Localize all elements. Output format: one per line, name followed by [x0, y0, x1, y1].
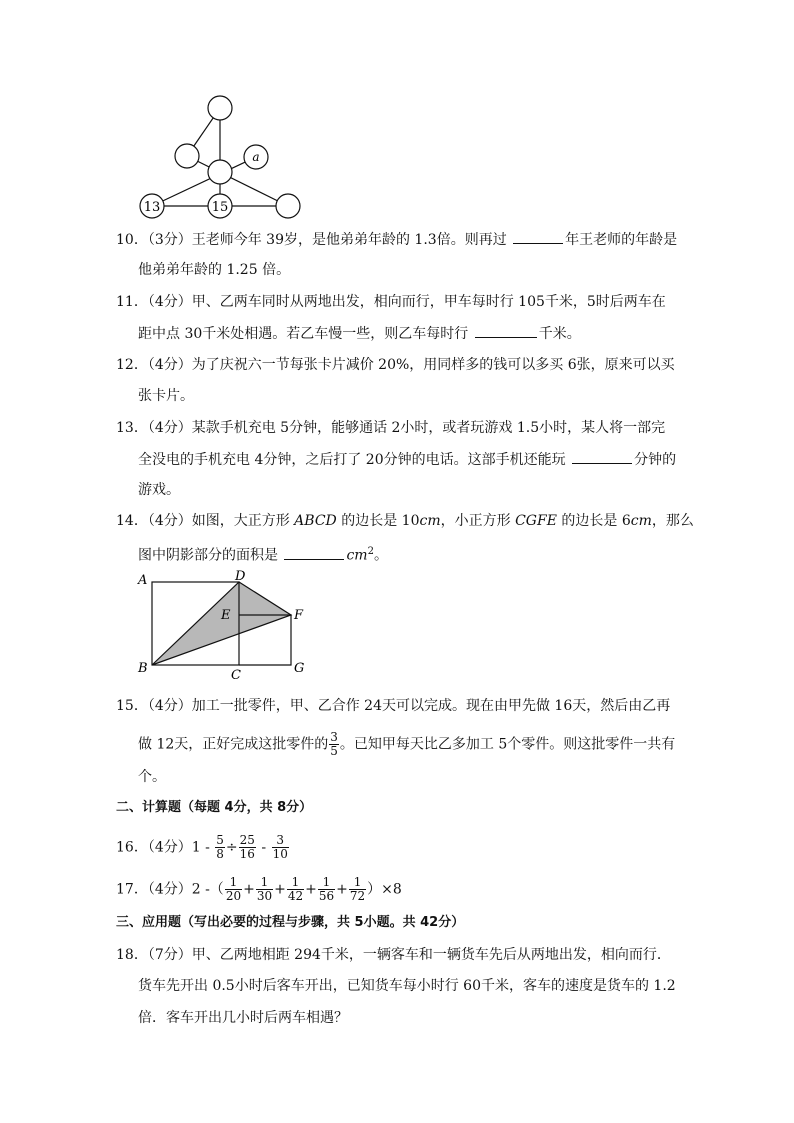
q15-line3: 个。 [138, 769, 166, 785]
q17-frac2-num: 1 [256, 876, 273, 890]
q14-cm-2: cm [630, 513, 652, 529]
q16-frac2 [239, 834, 256, 861]
puzzle-label-15: 15 [211, 200, 229, 215]
q18-line2: 货车先开出 0.5小时后客车开出，已知货车每小时行 60千米，客车的速度是货车的 1.2 [138, 978, 676, 994]
q14-text-e: ，那么 [651, 513, 694, 529]
q14-answer-blank[interactable] [284, 545, 344, 560]
q17-frac5 [349, 876, 366, 903]
q13-line1: 13．（4分）某款手机充电 5分钟，能够通话 2小时，或者玩游戏 1.5小时，某人将一部完 [116, 420, 666, 436]
puzzle-circle-right [276, 194, 300, 218]
puzzle-circle-left [175, 144, 199, 168]
q10-line1 [116, 229, 677, 250]
q17-frac4-den: 56 [318, 889, 335, 903]
q17-frac3-den: 42 [287, 889, 304, 903]
q11-line2 [138, 323, 581, 344]
q10-text-a: 10．（3分）王老师今年 39岁，是他弟弟年龄的 1.3倍。则再过 [116, 232, 512, 248]
q14-text-g: 。 [373, 547, 388, 564]
puzzle-circle-center [208, 160, 232, 184]
circle-puzzle-figure [130, 90, 310, 220]
q16-op1: ÷ [225, 839, 238, 856]
q16-op2: - [256, 839, 271, 856]
puzzle-label-13: 13 [143, 200, 161, 215]
label-G: G [294, 661, 305, 676]
q14-unit: cm [346, 547, 368, 564]
q17-frac3 [287, 876, 304, 903]
q13-answer-blank[interactable] [572, 449, 632, 464]
label-D: D [235, 570, 246, 584]
q11-text-b: 千米。 [538, 326, 581, 342]
q17-frac3-num: 1 [287, 876, 304, 890]
q17-prefix: 17．（4分）2 -（ [116, 881, 224, 898]
q11-line1: 11．（4分）甲、乙两车同时从两地出发，相向而行，甲车每时行 105千米，5时后两车在 [116, 294, 666, 310]
q16-frac3-den: 10 [272, 847, 288, 861]
q17-plus4: + [336, 881, 348, 898]
q17-plus2: + [274, 881, 286, 898]
q14-cgfe: CGFE [515, 513, 557, 529]
q10-answer-blank[interactable] [513, 229, 563, 244]
q13-text-a: 全没电的手机充电 4分钟，之后打了 20分钟的电话。这部手机还能玩 [138, 452, 571, 468]
q17-frac4-num: 1 [318, 876, 335, 890]
q17-plus1: + [243, 881, 255, 898]
q15-fraction [329, 731, 339, 758]
q15-text-b: 。已知甲每天比乙多加工 5个零件。则这批零件一共有 [339, 736, 676, 753]
label-F: F [294, 608, 304, 623]
q16-prefix: 16．（4分）1 - [116, 839, 215, 856]
section2-heading: 二、计算题（每题 4分，共 8分） [116, 800, 313, 815]
q14-line2 [138, 542, 388, 566]
q15-text-a: 做 12天，正好完成这批零件的 [138, 736, 329, 753]
puzzle-label-a: a [252, 150, 260, 164]
q13-line2 [138, 449, 676, 470]
q11-text-a: 距中点 30千米处相遇。若乙车慢一些，则乙车每时行 [138, 326, 473, 342]
q17-frac5-den: 72 [349, 889, 366, 903]
q17-line [116, 876, 402, 903]
q15-frac-num: 3 [330, 730, 338, 744]
q14-abcd: ABCD [294, 513, 337, 529]
q14-text-c: ，小正方形 [440, 513, 516, 529]
q16-frac1 [215, 834, 225, 861]
section3-heading: 三、应用题（写出必要的过程与步骤，共 5小题。共 42分） [116, 915, 465, 930]
q12-line2: 张卡片。 [138, 388, 194, 404]
q14-text-d: 的边长是 6 [556, 513, 631, 529]
q17-suffix: ）×8 [367, 881, 402, 898]
q18-line3: 倍．客车开出几小时后两车相遇？ [138, 1010, 348, 1026]
q17-frac2 [256, 876, 273, 903]
q17-frac2-den: 30 [256, 889, 273, 903]
q17-frac1 [225, 876, 242, 903]
q18-line1: 18．（7分）甲、乙两地相距 294千米，一辆客车和一辆货车先后从两地出发，相向而行． [116, 947, 671, 963]
q12-line1: 12．（4分）为了庆祝六一节每张卡片减价 20%，用同样多的钱可以多买 6张，原来可以买 [116, 357, 675, 373]
q11-answer-blank[interactable] [475, 323, 537, 338]
q13-text-b: 分钟的 [634, 452, 677, 468]
q10-line2: 他弟弟年龄的 1.25 倍。 [138, 262, 291, 278]
q16-frac3-num: 3 [272, 834, 289, 848]
q16-line [116, 834, 290, 861]
q17-plus3: + [305, 881, 317, 898]
q10-text-b: 年王老师的年龄是 [565, 232, 678, 248]
q17-frac5-num: 1 [349, 876, 366, 890]
q14-cm-1: cm [419, 513, 441, 529]
q16-frac2-num: 25 [239, 833, 255, 847]
label-E: E [221, 608, 231, 623]
q15-frac-den: 5 [330, 744, 338, 758]
label-A: A [138, 573, 148, 588]
q14-line1 [116, 511, 694, 531]
q16-frac3 [272, 834, 289, 861]
puzzle-circle-top [208, 96, 232, 120]
q16-frac2-den: 16 [239, 847, 255, 861]
q13-line3: 游戏。 [138, 482, 180, 498]
q17-frac1-num: 1 [225, 876, 242, 890]
q15-line1: 15．（4分）加工一批零件，甲、乙合作 24天可以完成。现在由甲先做 16天，然后由乙再 [116, 698, 671, 714]
q14-text-b: 的边长是 10 [336, 513, 420, 529]
squares-figure [134, 570, 314, 680]
label-C: C [231, 668, 241, 680]
q16-frac1-den: 8 [216, 847, 224, 861]
shaded-triangle [152, 582, 291, 665]
q17-frac1-den: 20 [225, 889, 242, 903]
q14-unit-sup: 2 [367, 546, 374, 557]
q16-frac1-num: 5 [216, 833, 224, 847]
q17-frac4 [318, 876, 335, 903]
q14-text-f: 图中阴影部分的面积是 [138, 547, 283, 564]
q15-line2 [138, 731, 675, 758]
q14-text-a: 14．（4分）如图，大正方形 [116, 513, 295, 529]
label-B: B [138, 661, 148, 676]
